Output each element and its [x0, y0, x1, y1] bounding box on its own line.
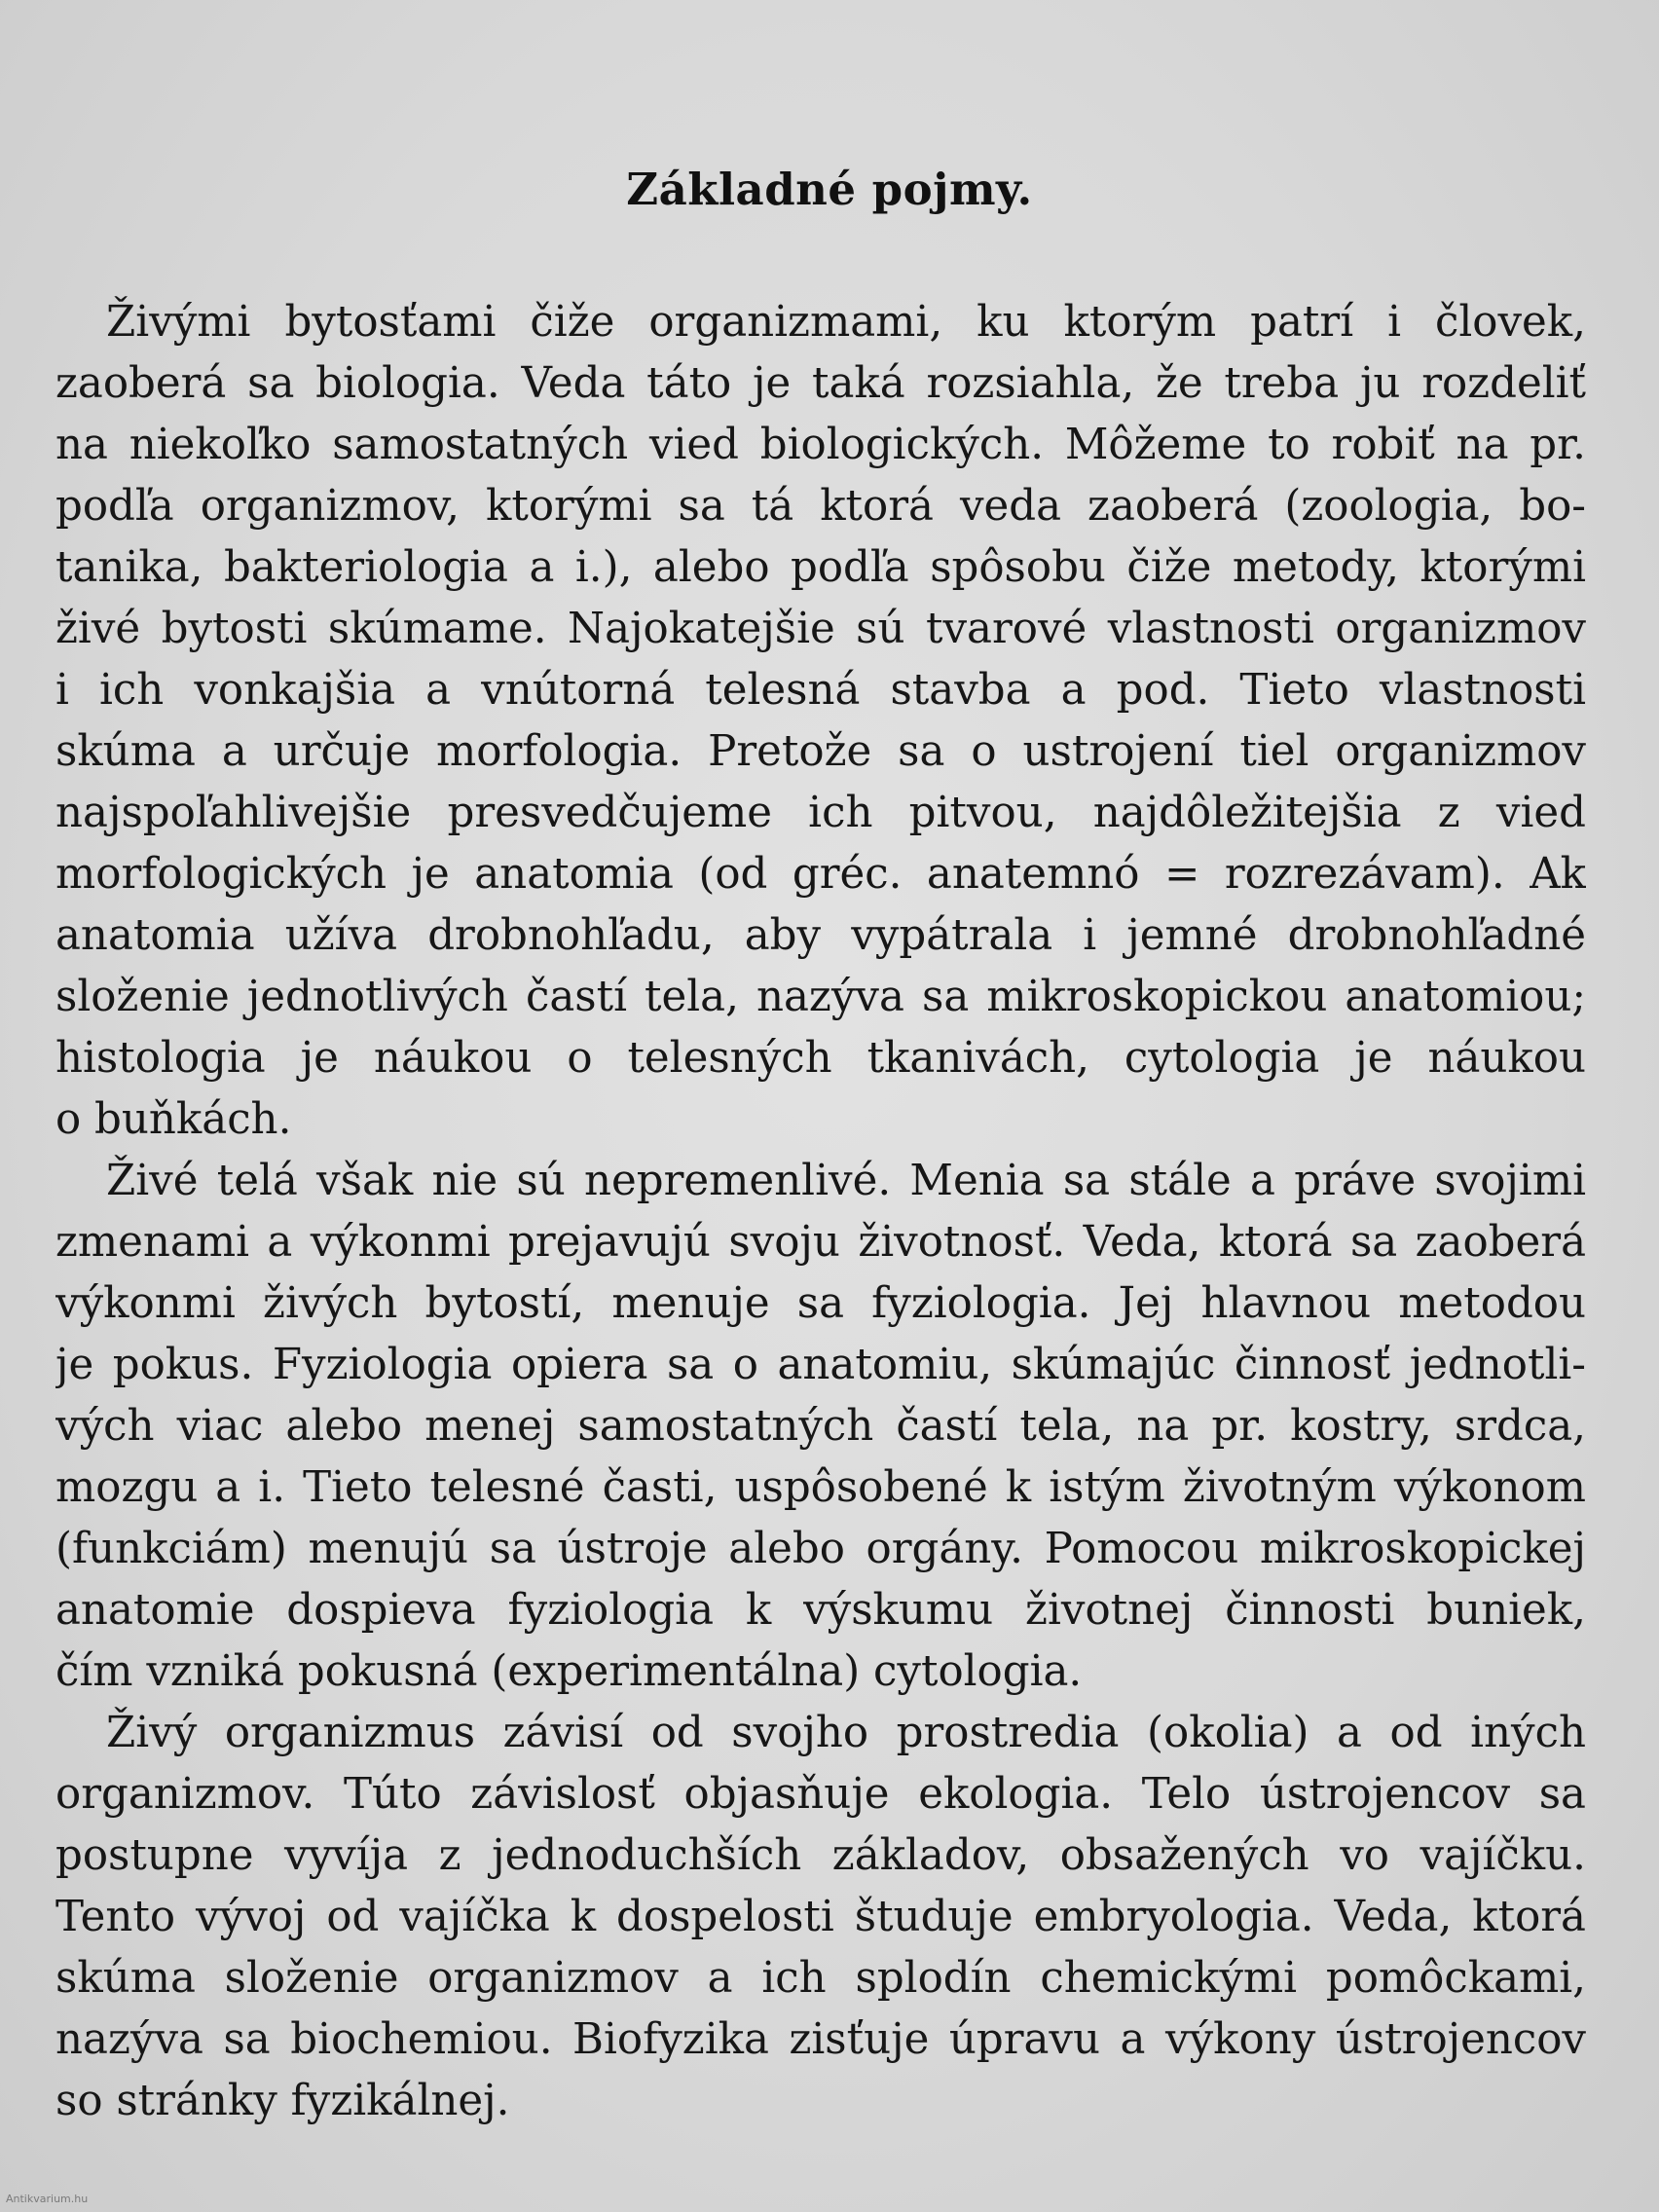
- text-line: vých viac alebo menej samostatných častí tela, na pr. kostry, srdca,: [55, 1402, 1586, 1451]
- text-line: anatomia užíva drobnohľadu, aby vypátrala i jemné drobnohľadné: [55, 911, 1586, 960]
- text-line: Živý organizmus závisí od svojho prostredia (okolia) a od iných: [106, 1709, 1586, 1757]
- text-line: Tento vývoj od vajíčka k dospelosti študuje embryologia. Veda, ktorá: [55, 1893, 1586, 1941]
- page-title: Základné pojmy.: [626, 164, 1033, 215]
- text-line: (funkciám) menujú sa ústroje alebo orgány. Pomocou mikroskopickej: [55, 1525, 1586, 1573]
- text-line: so stránky fyzikálnej.: [55, 2077, 510, 2125]
- text-line: zaoberá sa biologia. Veda táto je taká rozsiahla, že treba ju rozdeliť: [55, 359, 1586, 408]
- text-line: nazýva sa biochemiou. Biofyzika zisťuje úpravu a výkony ústrojencov: [55, 2015, 1586, 2064]
- text-line: organizmov. Túto závislosť objasňuje ekologia. Telo ústrojencov sa: [55, 1770, 1586, 1819]
- text-line: čím vzniká pokusná (experimentálna) cytologia.: [55, 1647, 1083, 1696]
- watermark: Antikvarium.hu: [6, 2193, 89, 2205]
- text-line: o buňkách.: [55, 1095, 292, 1144]
- text-line: zmenami a výkonmi prejavujú svoju životnosť. Veda, ktorá sa zaoberá: [55, 1218, 1586, 1267]
- text-line: Živými bytosťami čiže organizmami, ku ktorým patrí i človek,: [106, 298, 1586, 347]
- text-line: tanika, bakteriologia a i.), alebo podľa spôsobu čiže metody, ktorými: [55, 543, 1586, 592]
- text-line: je pokus. Fyziologia opiera sa o anatomiu, skúmajúc činnosť jednotli-: [55, 1341, 1586, 1389]
- text-line: morfologických je anatomia (od gréc. anatemnó = rozrezávam). Ak: [55, 850, 1586, 899]
- text-line: postupne vyvíja z jednoduchších základov, obsažených vo vajíčku.: [55, 1831, 1586, 1880]
- text-line: i ich vonkajšia a vnútorná telesná stavba a pod. Tieto vlastnosti: [55, 666, 1586, 715]
- text-line: na niekoľko samostatných vied biologických. Môžeme to robiť na pr.: [55, 421, 1586, 469]
- text-line: Živé telá však nie sú nepremenlivé. Menia sa stále a práve svojimi: [106, 1157, 1586, 1205]
- text-line: živé bytosti skúmame. Najokatejšie sú tvarové vlastnosti organizmov: [55, 605, 1586, 653]
- text-line: podľa organizmov, ktorými sa tá ktorá veda zaoberá (zoologia, bo-: [55, 482, 1586, 531]
- text-line: složenie jednotlivých častí tela, nazýva sa mikroskopickou anatomiou;: [55, 973, 1586, 1021]
- text-line: najspoľahlivejšie presvedčujeme ich pitvou, najdôležitejšia z vied: [55, 789, 1586, 837]
- text-line: výkonmi živých bytostí, menuje sa fyziologia. Jej hlavnou metodou: [55, 1279, 1586, 1328]
- text-line: mozgu a i. Tieto telesné časti, uspôsobené k istým životným výkonom: [55, 1463, 1586, 1512]
- text-line: skúma složenie organizmov a ich splodín chemickými pomôckami,: [55, 1954, 1586, 2003]
- text-line: skúma a určuje morfologia. Pretože sa o ustrojení tiel organizmov: [55, 727, 1586, 776]
- body-text: [55, 292, 1586, 2132]
- text-line: histologia je náukou o telesných tkanivách, cytologia je náukou: [55, 1034, 1586, 1083]
- text-line: anatomie dospieva fyziologia k výskumu životnej činnosti buniek,: [55, 1586, 1586, 1635]
